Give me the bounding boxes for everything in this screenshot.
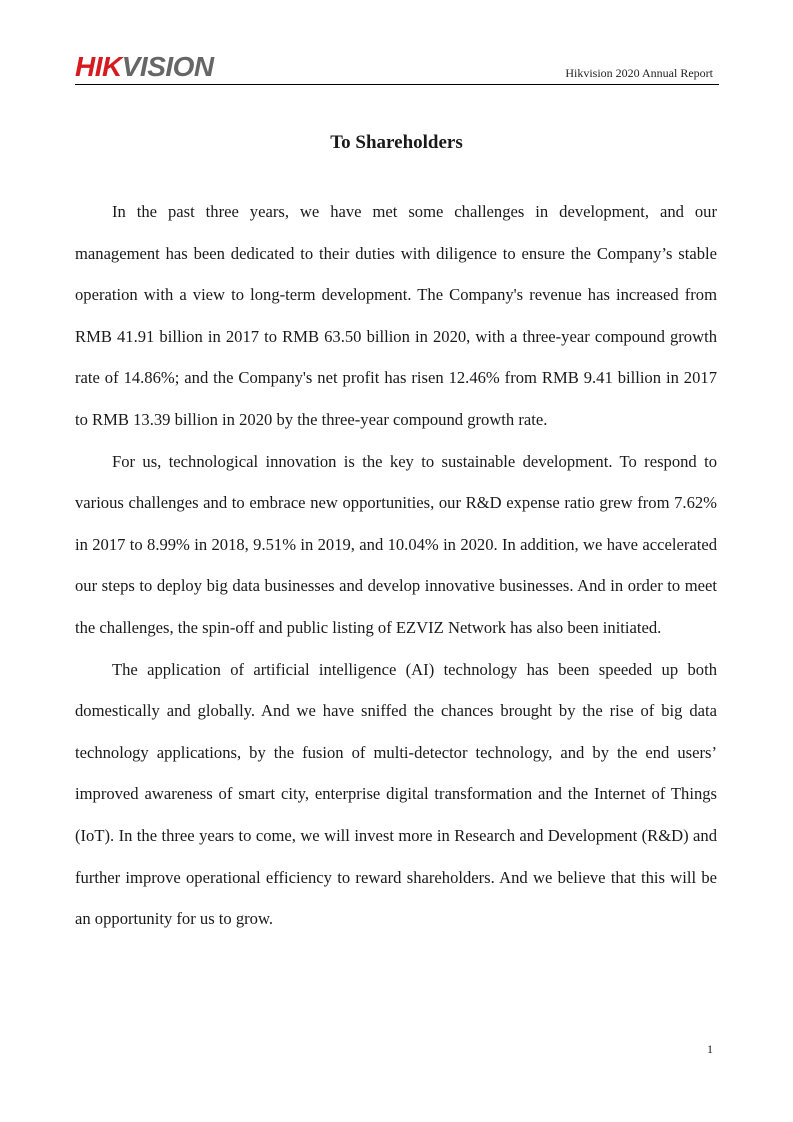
page-header bbox=[75, 52, 719, 85]
logo-red-part: HIK bbox=[75, 51, 122, 82]
paragraph-1: In the past three years, we have met some challenges in development, and our management has been dedicated to their duties with diligence to ensure the Company’s stable operation with a view to long-term development. The Company's revenue has increased from RMB 41.91 billion in 2017 to RMB 63.50 billion in 2020, with a three-year compound growth rate of 14.86%; and the Company's net profit has risen 12.46% from RMB 9.41 billion in 2017 to RMB 13.39 billion in 2020 by the three-year compound growth rate. bbox=[75, 202, 717, 429]
paragraph-3: The application of artificial intelligence (AI) technology has been speeded up both domestically and globally. And we have sniffed the chances brought by the rise of big data technology applications, by the fusion of multi-detector technology, and by the end users’ improved awareness of smart city, enterprise digital transformation and the Internet of Things (IoT). In the three years to come, we will invest more in Research and Development (R&D) and further improve operational efficiency to reward shareholders. And we believe that this will be an opportunity for us to grow. bbox=[75, 659, 717, 929]
paragraph-2: For us, technological innovation is the key to sustainable development. To respond to various challenges and to embrace new opportunities, our R&D expense ratio grew from 7.62% in 2017 to 8.99% in 2018, 9.51% in 2019, and 10.04% in 2020. In addition, we have accelerated our steps to deploy big data businesses and develop innovative businesses. And in order to meet the challenges, the spin-off and public listing of EZVIZ Network has also been initiated. bbox=[75, 451, 717, 637]
report-title: Hikvision 2020 Annual Report bbox=[565, 66, 713, 80]
page-number: 1 bbox=[707, 1042, 713, 1056]
logo-gray-part: VISION bbox=[121, 51, 214, 82]
hikvision-logo bbox=[75, 52, 214, 82]
page-title: To Shareholders bbox=[330, 132, 463, 153]
body-text bbox=[75, 191, 717, 940]
